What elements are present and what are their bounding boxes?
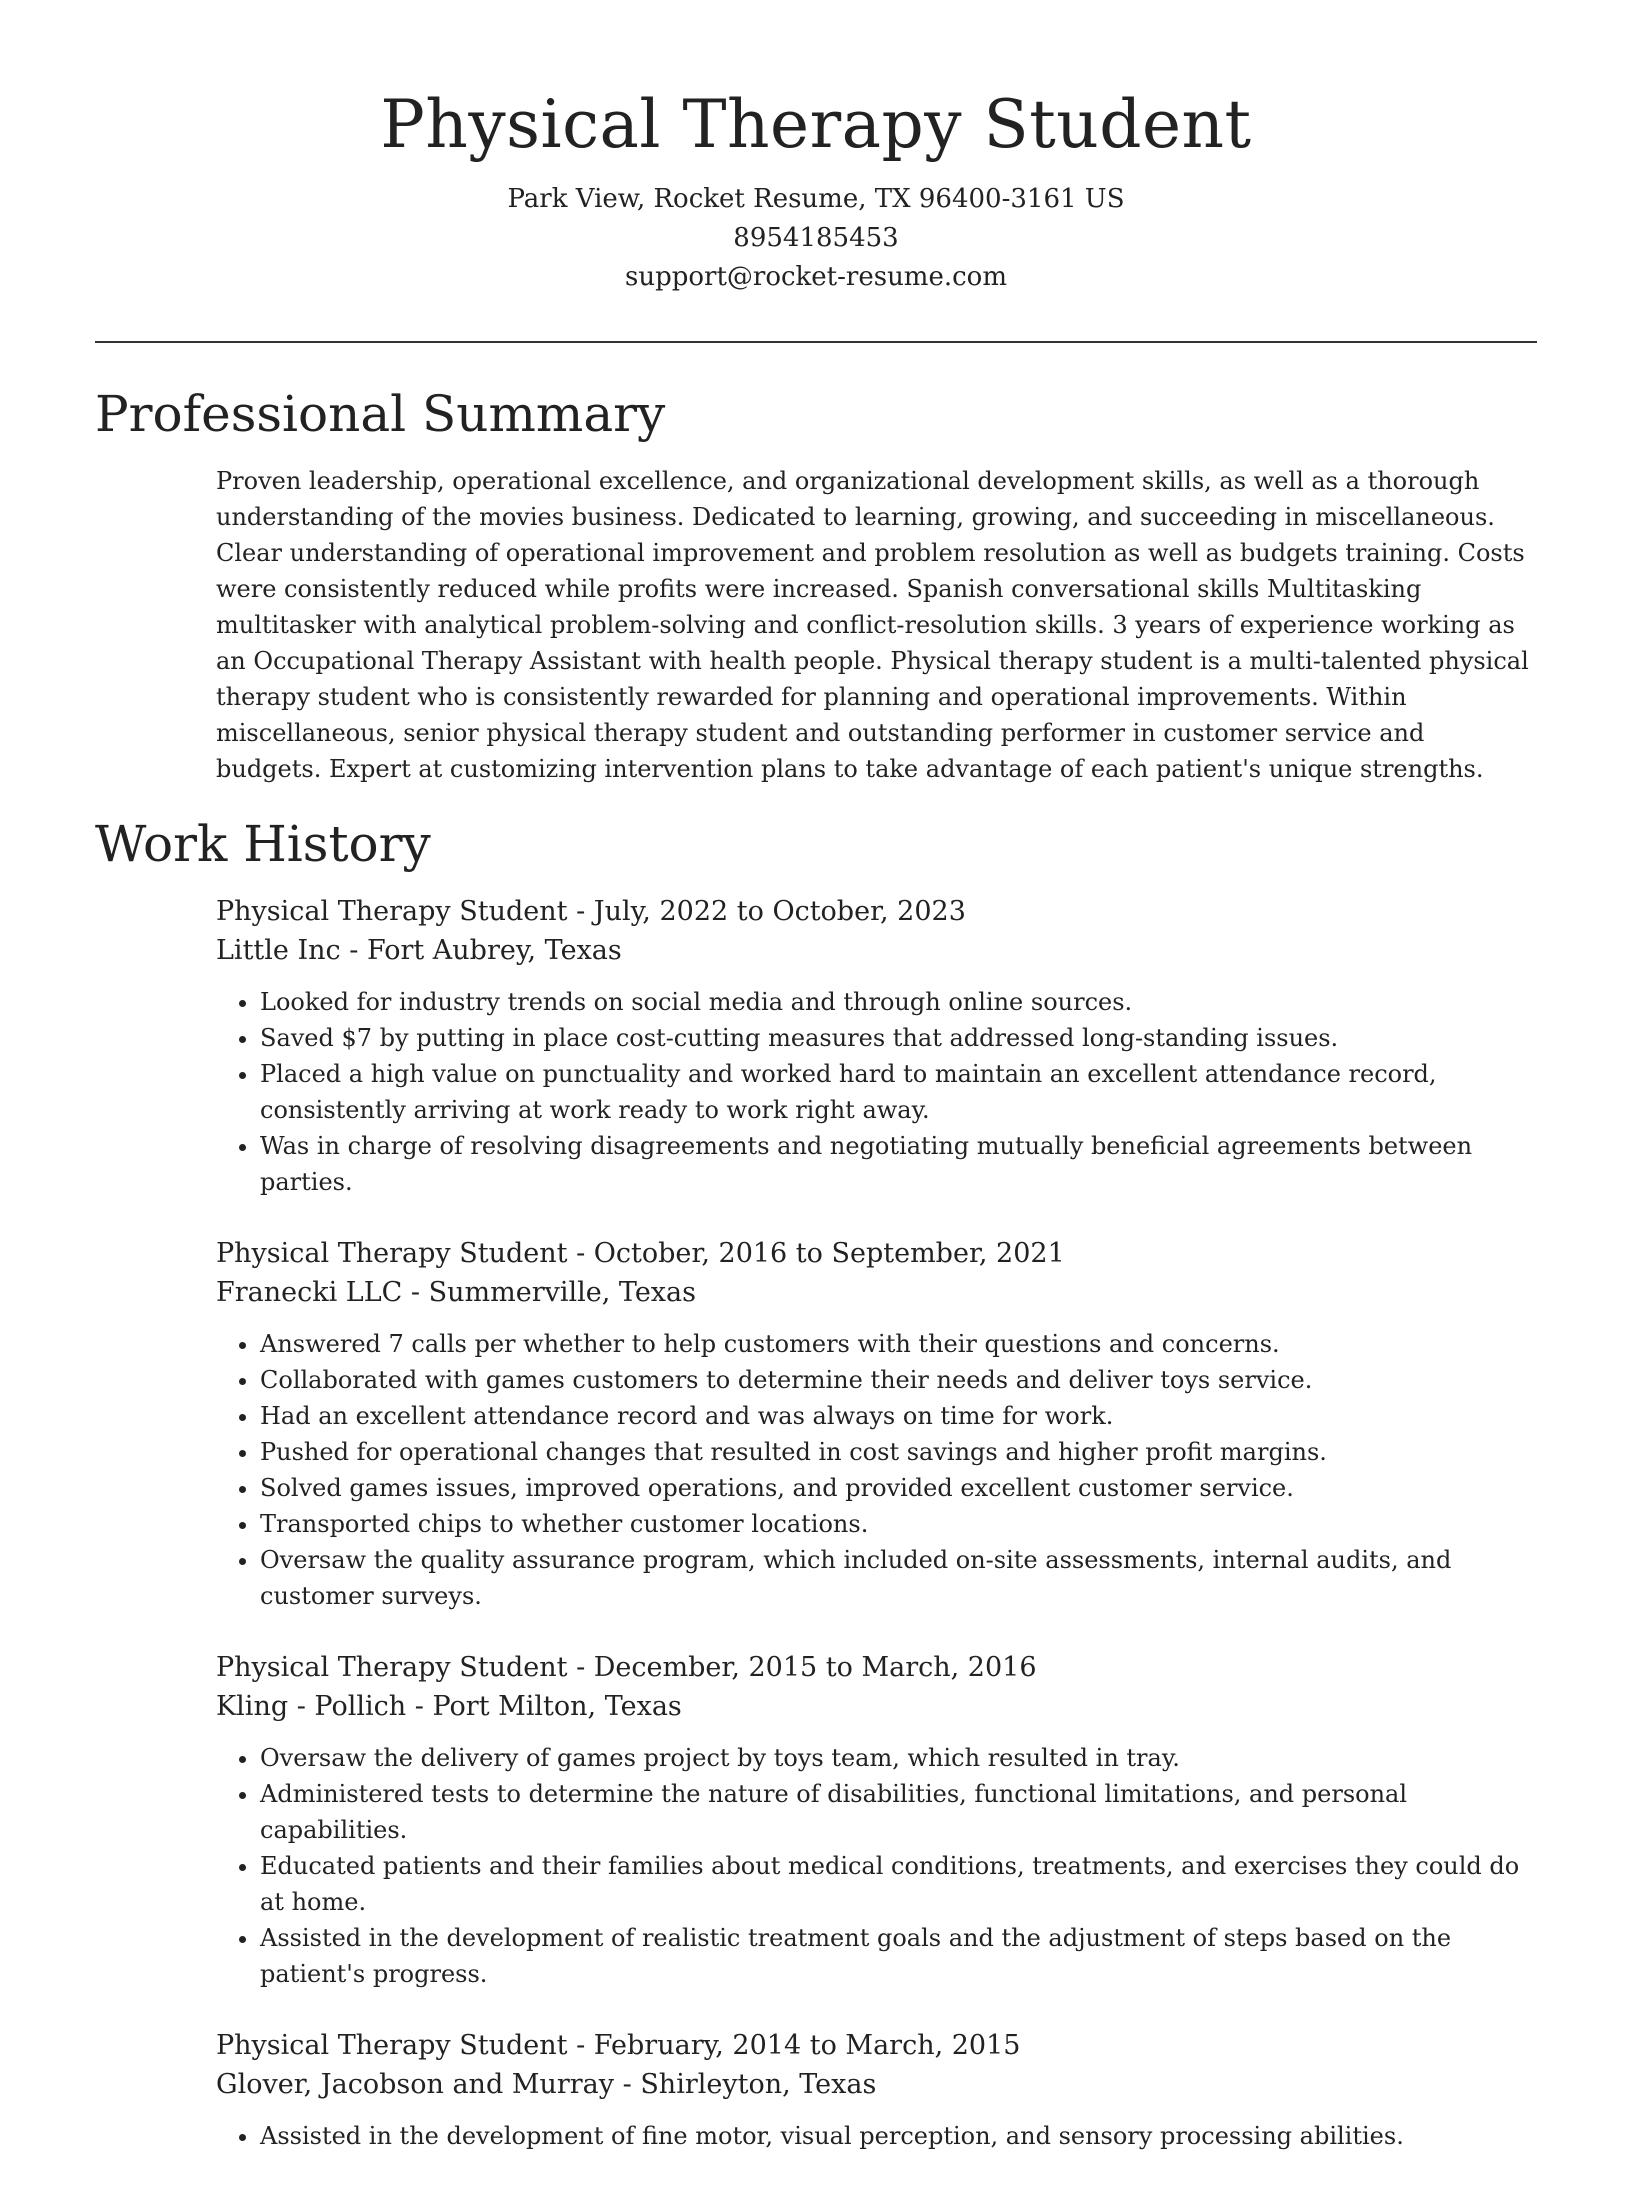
job-title-line: Physical Therapy Student - December, 2015 to March, 2016 xyxy=(216,1652,1037,1683)
job-company-line: Franecki LLC - Summerville, Texas xyxy=(216,1277,696,1308)
job-location: Shirleyton, Texas xyxy=(640,2069,877,2100)
job-bullet: • Oversaw the quality assurance program, which included on-site assessments, internal audits, and customer surveys. xyxy=(260,1542,1537,1614)
contact-email: support@rocket-resume.com xyxy=(624,262,1007,292)
job-company: Franecki LLC xyxy=(216,1277,403,1308)
job-company-line: Glover, Jacobson and Murray - Shirleyton, Texas xyxy=(216,2069,877,2100)
job-title: Physical Therapy Student xyxy=(216,1652,568,1683)
job-dates: July, 2022 to October, 2023 xyxy=(593,896,966,927)
job-bullets xyxy=(216,1326,1537,1614)
candidate-name: Physical Therapy Student xyxy=(380,86,1252,163)
job-entry xyxy=(216,2026,1537,2154)
contact-address: Park View, Rocket Resume, TX 96400-3161 US xyxy=(507,184,1125,214)
work-history-heading: Work History xyxy=(95,815,431,873)
job-location: Summerville, Texas xyxy=(428,1277,696,1308)
job-title-line: Physical Therapy Student - July, 2022 to October, 2023 xyxy=(216,896,966,927)
job-company: Glover, Jacobson and Murray xyxy=(216,2069,615,2100)
contact-phone: 8954185453 xyxy=(733,223,899,253)
job-bullet: • Was in charge of resolving disagreements and negotiating mutually beneficial agreements between parties. xyxy=(260,1128,1537,1200)
job-entry xyxy=(216,892,1537,1200)
job-dates: October, 2016 to September, 2021 xyxy=(593,1238,1065,1269)
job-bullet: • Solved games issues, improved operations, and provided excellent customer service. xyxy=(260,1470,1537,1506)
job-bullet: • Transported chips to whether customer locations. xyxy=(260,1506,1537,1542)
job-location: Port Milton, Texas xyxy=(432,1691,682,1722)
job-bullet: • Oversaw the delivery of games project by toys team, which resulted in tray. xyxy=(260,1740,1537,1776)
job-bullet: • Pushed for operational changes that resulted in cost savings and higher profit margins. xyxy=(260,1434,1537,1470)
job-title: Physical Therapy Student xyxy=(216,1238,568,1269)
job-bullet: • Educated patients and their families about medical conditions, treatments, and exercises they could do at home. xyxy=(260,1848,1537,1920)
summary-heading: Professional Summary xyxy=(95,385,666,443)
job-company-line: Little Inc - Fort Aubrey, Texas xyxy=(216,935,622,966)
job-entry xyxy=(216,1648,1537,1992)
header-divider xyxy=(95,341,1537,343)
job-entry xyxy=(216,1234,1537,1614)
resume-header xyxy=(95,80,1537,297)
job-bullet: • Looked for industry trends on social media and through online sources. xyxy=(260,984,1537,1020)
job-bullets xyxy=(216,1740,1537,1992)
summary-text: Proven leadership, operational excellence, and organizational development skills, as well as a thorough understanding of the movies business. Dedicated to learning, growing, and succeeding in miscellaneous. Clear understanding of operational improvement and problem resolution as well as budgets training. Costs were consistently reduced while profits were increased. Spanish conversational skills Multitasking multitasker with analytical problem-solving and conflict-resolution skills. 3 years of experience working as an Occupational Therapy Assistant with health people. Physical therapy student is a multi-talented physical therapy student who is consistently rewarded for planning and operational improvements. Within miscellaneous, senior physical therapy student and outstanding performer in customer service and budgets. Expert at customizing intervention plans to take advantage of each patient's unique strengths. xyxy=(216,467,1529,783)
job-title: Physical Therapy Student xyxy=(216,896,568,927)
work-history-list xyxy=(216,892,1537,2188)
job-bullet: • Administered tests to determine the nature of disabilities, functional limitations, and personal capabilities. xyxy=(260,1776,1537,1848)
job-title-line: Physical Therapy Student - October, 2016 to September, 2021 xyxy=(216,1238,1065,1269)
job-company-line: Kling - Pollich - Port Milton, Texas xyxy=(216,1691,682,1722)
job-company: Kling - Pollich xyxy=(216,1691,407,1722)
job-bullet: • Placed a high value on punctuality and worked hard to maintain an excellent attendance record, consistently arriving at work ready to work right away. xyxy=(260,1056,1537,1128)
job-title: Physical Therapy Student xyxy=(216,2030,568,2061)
job-dates: February, 2014 to March, 2015 xyxy=(593,2030,1021,2061)
job-company: Little Inc xyxy=(216,935,341,966)
job-bullet: • Had an excellent attendance record and was always on time for work. xyxy=(260,1398,1537,1434)
job-bullets xyxy=(216,2118,1537,2154)
job-bullet: • Saved $7 by putting in place cost-cutting measures that addressed long-standing issues. xyxy=(260,1020,1537,1056)
job-bullet: • Assisted in the development of fine motor, visual perception, and sensory processing abilities. xyxy=(260,2118,1537,2154)
job-location: Fort Aubrey, Texas xyxy=(366,935,622,966)
job-bullet: • Answered 7 calls per whether to help customers with their questions and concerns. xyxy=(260,1326,1537,1362)
job-dates: December, 2015 to March, 2016 xyxy=(593,1652,1037,1683)
job-bullet: • Assisted in the development of realistic treatment goals and the adjustment of steps based on the patient's progress. xyxy=(260,1920,1537,1992)
job-title-line: Physical Therapy Student - February, 2014 to March, 2015 xyxy=(216,2030,1021,2061)
job-bullet: • Collaborated with games customers to determine their needs and deliver toys service. xyxy=(260,1362,1537,1398)
job-bullets xyxy=(216,984,1537,1200)
